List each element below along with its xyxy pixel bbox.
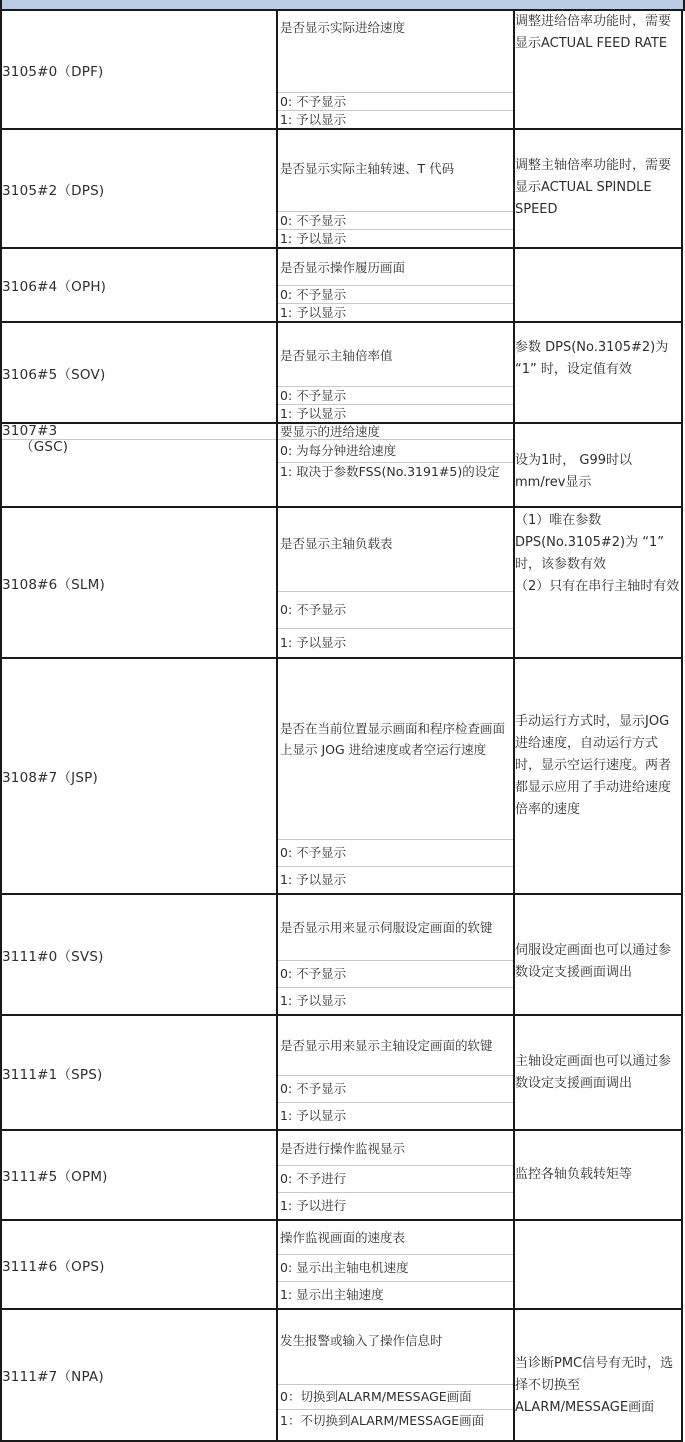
param-note	[514, 894, 682, 1015]
option-0: 0: 不予显示	[278, 1075, 513, 1102]
param-description	[277, 322, 514, 423]
option-0: 0: 不予显示	[278, 211, 513, 229]
table-row	[1, 322, 682, 423]
option-0: 0: 不予显示	[278, 591, 513, 628]
table-row	[1, 894, 682, 1015]
option-0: 0: 不予进行	[278, 1165, 513, 1192]
param-number: 3106#4（OPH)	[1, 248, 277, 322]
param-description	[277, 1015, 514, 1130]
param-question: 要显示的进给速度	[280, 424, 381, 439]
option-1: 1: 予以显示	[278, 1102, 513, 1129]
table-row	[1, 658, 682, 894]
option-1: 1：不切换到ALARM/MESSAGE画面	[278, 1409, 513, 1440]
param-question: 是否显示用来显示伺服设定画面的软键	[280, 920, 493, 935]
param-question: 是否在当前位置显示画面和程序检查画面上显示 JOG 进给速度或者空运行速度	[280, 721, 506, 757]
param-number-line2: （GSC)	[20, 439, 69, 455]
param-note	[514, 322, 682, 423]
option-0: 0: 显示出主轴电机速度	[278, 1254, 513, 1281]
table-row	[1, 1220, 682, 1309]
param-question: 是否进行操作监视显示	[280, 1140, 406, 1156]
table-row	[1, 1309, 682, 1441]
option-1: 1: 予以进行	[278, 1192, 513, 1219]
option-0: 0: 不予显示	[278, 960, 513, 987]
param-note-text: 伺服设定画面也可以通过参数设定支援画面调出	[515, 942, 672, 980]
option-1: 1: 取决于参数FSS(No.3191#5)的设定	[278, 462, 513, 480]
option-0: 0: 不予显示	[278, 92, 513, 110]
param-number: 3106#5（SOV)	[1, 322, 277, 423]
param-number: 3111#7（NPA)	[1, 1309, 277, 1441]
table-row	[1, 129, 682, 248]
param-number: 3111#5（OPM)	[1, 1130, 277, 1220]
option-0: 0: 不予显示	[278, 285, 513, 303]
table-row	[1, 1015, 682, 1130]
param-question: 是否显示实际主轴转速、T 代码	[280, 161, 455, 176]
param-note	[514, 507, 682, 658]
parameter-table	[0, 9, 683, 1442]
table-row	[1, 507, 682, 658]
param-note-text: 调整进给倍率功能时，需要显示ACTUAL FEED RATE	[515, 14, 672, 51]
table-row	[1, 1130, 682, 1220]
param-note-text: （1）唯在参数DPS(No.3105#2)为 “1” 时，该参数有效 （2）只有在串行主轴时有效	[515, 513, 680, 594]
param-description	[277, 507, 514, 658]
param-note	[514, 1309, 682, 1441]
param-number: 3111#1（SPS)	[1, 1015, 277, 1130]
param-description	[277, 423, 514, 507]
param-question: 是否显示操作履历画面	[280, 259, 406, 275]
param-note	[514, 658, 682, 894]
param-note-text: 主轴设定画面也可以通过参数设定支援画面调出	[515, 1053, 672, 1091]
option-0: 0: 不予显示	[278, 839, 513, 866]
param-note	[514, 1015, 682, 1130]
option-1: 1: 予以显示	[278, 229, 513, 247]
param-note-text: 设为1时， G99时以mm/rev显示	[515, 453, 633, 490]
param-note	[514, 1220, 682, 1309]
param-number: 3108#6（SLM)	[1, 507, 277, 658]
table-row	[1, 248, 682, 322]
param-number: 3108#7（JSP)	[1, 658, 277, 894]
param-note	[514, 248, 682, 322]
option-0: 0: 不予显示	[278, 386, 513, 404]
param-description	[277, 894, 514, 1015]
param-note	[514, 10, 682, 129]
table-row	[1, 423, 682, 507]
param-question: 是否显示主轴负载表	[280, 536, 393, 551]
param-question: 是否显示用来显示主轴设定画面的软键	[280, 1038, 493, 1053]
param-note-text: 手动运行方式时，显示JOG 进给速度，自动运行方式时，显示空运行速度。两者都显示应用了手动进给速度倍率的速度	[515, 714, 672, 817]
param-description	[277, 1130, 514, 1220]
param-description	[277, 248, 514, 322]
param-number-line1: 3107#3	[2, 424, 276, 440]
param-description	[277, 658, 514, 894]
option-0: 0：切换到ALARM/MESSAGE画面	[278, 1384, 513, 1409]
param-note	[514, 423, 682, 507]
param-question: 是否显示主轴倍率值	[280, 348, 393, 363]
param-note-text: 参数 DPS(No.3105#2)为 “1” 时，设定值有效	[515, 340, 669, 377]
param-description	[277, 1220, 514, 1309]
option-0: 0: 为每分钟进给速度	[278, 439, 513, 462]
param-note-text: 当诊断PMC信号有无时，选择不切换至ALARM/MESSAGE画面	[515, 1356, 674, 1415]
param-question: 操作监视画面的速度表	[280, 1230, 406, 1245]
option-1: 1: 予以显示	[278, 404, 513, 422]
option-1: 1: 予以显示	[278, 110, 513, 128]
table-row	[1, 10, 682, 129]
param-question: 发生报警或输入了操作信息时	[280, 1332, 443, 1348]
param-note: 监控各轴负载转矩等	[514, 1130, 682, 1220]
param-description	[277, 129, 514, 248]
param-number	[1, 423, 277, 507]
option-1: 1: 予以显示	[278, 303, 513, 321]
param-number: 3105#2（DPS)	[1, 129, 277, 248]
option-1: 1: 显示出主轴速度	[278, 1281, 513, 1308]
param-description	[277, 1309, 514, 1441]
option-1: 1: 予以显示	[278, 866, 513, 893]
param-description	[277, 10, 514, 129]
param-question: 是否显示实际进给速度	[280, 20, 406, 35]
param-note	[514, 129, 682, 248]
param-number: 3105#0（DPF)	[1, 10, 277, 129]
option-1: 1: 予以显示	[278, 628, 513, 657]
param-number: 3111#6（OPS)	[1, 1220, 277, 1309]
param-note-text: 调整主轴倍率功能时，需要显示ACTUAL SPINDLE SPEED	[515, 158, 672, 217]
option-1: 1: 予以显示	[278, 987, 513, 1014]
param-number: 3111#0（SVS)	[1, 894, 277, 1015]
